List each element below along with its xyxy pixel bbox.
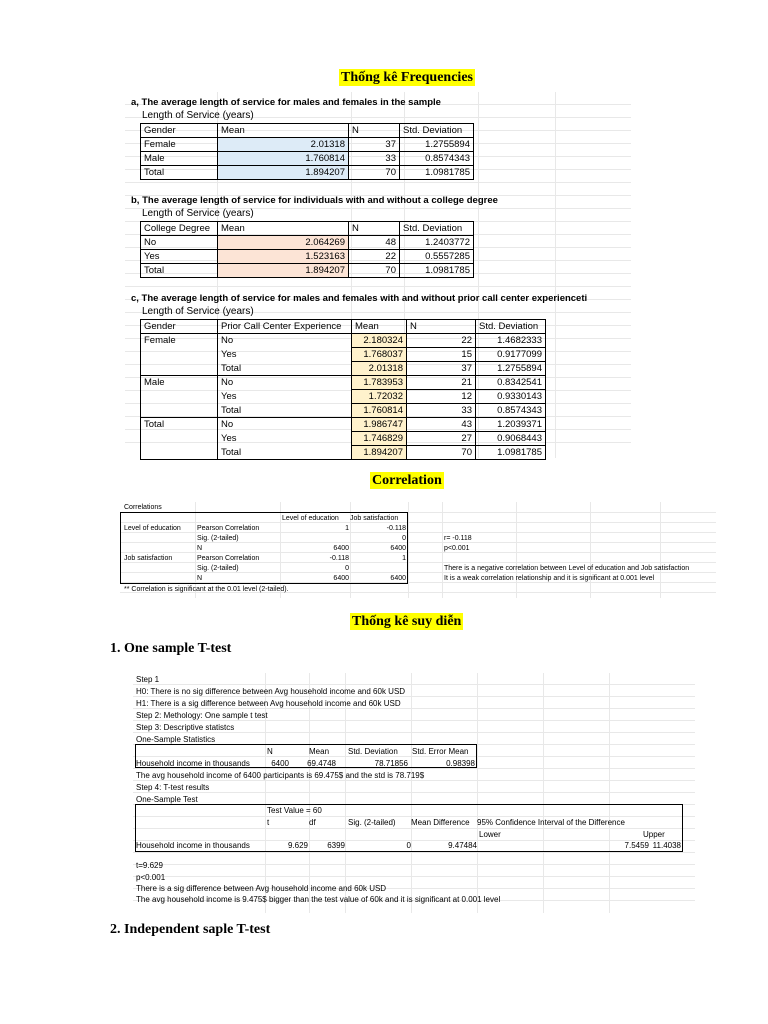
row-label: Total	[218, 446, 352, 460]
desc-value: 0.98398	[446, 759, 475, 768]
section-c-title: c, The average length of service for males and females with and without prior call center experienceti	[131, 293, 588, 304]
correlation-heading: Correlation	[372, 473, 442, 488]
row-label: No	[141, 236, 218, 250]
row-label: Total	[218, 404, 352, 418]
frequencies-heading: Thống kê Frequencies	[341, 70, 473, 85]
section-a-subtitle: Length of Service (years)	[142, 110, 254, 121]
col-header: Gender	[141, 124, 218, 138]
desc-value: 78.71856	[374, 759, 408, 768]
n-cell: 37	[349, 138, 400, 152]
stat-label: Pearson Correlation	[197, 525, 260, 532]
test-title: One-Sample Test	[136, 795, 198, 804]
n-cell: 43	[407, 418, 476, 432]
mean-cell: 1.894207	[218, 264, 349, 278]
test-value: 9.47484	[448, 841, 477, 850]
table-c	[140, 319, 546, 460]
mean-cell: 2.064269	[218, 236, 349, 250]
desc-header: Std. Deviation	[348, 747, 398, 756]
group-label: Female	[141, 334, 218, 348]
mean-cell: 1.523163	[218, 250, 349, 264]
row-label: Female	[141, 138, 218, 152]
sd-cell: 1.2755894	[400, 138, 474, 152]
value-cell: -0.118	[329, 555, 349, 562]
ttest-sheet	[133, 673, 695, 913]
table-a	[140, 123, 474, 180]
row-label: Yes	[218, 432, 352, 446]
value-cell: 1	[402, 555, 406, 562]
correlation-table-outline	[120, 512, 408, 584]
mean-cell: 2.01318	[352, 362, 407, 376]
sd-cell: 0.9177099	[476, 348, 546, 362]
sd-cell: 1.2403772	[400, 236, 474, 250]
step-line: Step 4: T-test results	[136, 783, 210, 792]
section-b-subtitle: Length of Service (years)	[142, 208, 254, 219]
desc-header: Mean	[309, 747, 330, 756]
test-value: 6399	[327, 841, 345, 850]
test-header: 95% Confidence Interval of the Difference	[477, 818, 625, 827]
col-header: Mean	[218, 222, 349, 236]
group-label: Male	[141, 376, 218, 390]
section-one-sample-ttest: 1. One sample T-test	[110, 641, 232, 656]
n-cell: 21	[407, 376, 476, 390]
stat-label: Pearson Correlation	[197, 555, 260, 562]
mean-cell: 1.894207	[218, 166, 349, 180]
group-label: Total	[141, 418, 218, 432]
section-c-subtitle: Length of Service (years)	[142, 306, 254, 317]
col-header: Std. Deviation	[400, 124, 474, 138]
row-label: Total	[141, 166, 218, 180]
col-header: Std. Deviation	[476, 320, 546, 334]
desc-value: 6400	[271, 759, 289, 768]
r-note: r= -0.118	[444, 535, 472, 542]
n-cell: 37	[407, 362, 476, 376]
mean-cell: 1.894207	[352, 446, 407, 460]
test-value: 7.5459	[624, 841, 649, 850]
col-header: Prior Call Center Experience	[218, 320, 352, 334]
result-line: There is a sig difference between Avg household income and 60k USD	[136, 884, 387, 893]
mean-cell: 1.760814	[352, 404, 407, 418]
col-header: Gender	[141, 320, 218, 334]
row-group-label: Level of education	[124, 525, 181, 532]
mean-cell: 1.72032	[352, 390, 407, 404]
row-label: No	[218, 418, 352, 432]
stat-label: Sig. (2-tailed)	[197, 535, 239, 542]
mean-cell: 2.180324	[352, 334, 407, 348]
interpretation-line: There is a negative correlation between Level of education and Job satisfaction	[444, 565, 690, 572]
desc-header: Std. Error Mean	[412, 747, 469, 756]
row-label: Yes	[218, 348, 352, 362]
step-line: H0: There is no sig difference between Avg household income and 60k USD	[136, 687, 406, 696]
test-header: Mean Difference	[411, 818, 470, 827]
sd-cell: 1.0981785	[400, 166, 474, 180]
value-cell: 6400	[390, 545, 406, 552]
result-line: p<0.001	[136, 873, 166, 882]
stat-label: Sig. (2-tailed)	[197, 565, 239, 572]
desc-note: The avg household income of 6400 participants is 69.475$ and the std is 78.719$	[136, 771, 425, 780]
mean-cell: 1.768037	[352, 348, 407, 362]
ci-header-upper: Upper	[643, 830, 665, 839]
mean-cell: 1.760814	[218, 152, 349, 166]
interpretation-line: It is a weak correlation relationship and it is significant at 0.001 level	[444, 575, 655, 582]
sd-cell: 1.4682333	[476, 334, 546, 348]
test-value: 0	[406, 841, 411, 850]
row-label: Yes	[218, 390, 352, 404]
section-b-title: b, The average length of service for individuals with and without a college degree	[131, 195, 498, 206]
result-line: The avg household income is 9.475$ bigger than the test value of 60k and it is significant at 0.001 level	[136, 895, 501, 904]
step-line: Step 3: Descriptive statistcs	[136, 723, 235, 732]
value-cell: 6400	[333, 545, 349, 552]
row-label: Total	[141, 264, 218, 278]
test-value-label: Test Value = 60	[267, 806, 322, 815]
n-cell: 70	[349, 264, 400, 278]
sd-cell: 1.2755894	[476, 362, 546, 376]
result-line: t=9.629	[136, 861, 163, 870]
correlation-footnote: ** Correlation is significant at the 0.01 level (2-tailed).	[124, 586, 289, 593]
value-cell: 1	[345, 525, 349, 532]
mean-cell: 1.986747	[352, 418, 407, 432]
col-header: Mean	[218, 124, 349, 138]
value-cell: -0.118	[386, 525, 406, 532]
test-value: 9.629	[287, 841, 308, 850]
section-a-title: a, The average length of service for males and females in the sample	[131, 97, 441, 108]
step-line: One-Sample Statistics	[136, 735, 216, 744]
stat-label: N	[197, 575, 203, 582]
n-cell: 22	[407, 334, 476, 348]
correlation-sheet	[120, 502, 716, 598]
n-cell: 70	[407, 446, 476, 460]
value-cell: 0	[402, 535, 406, 542]
mean-cell: 2.01318	[218, 138, 349, 152]
desc-header: N	[267, 747, 273, 756]
desc-row-label: Household income in thousands	[136, 759, 250, 768]
test-header: t	[267, 818, 270, 827]
row-label: Male	[141, 152, 218, 166]
step-line: Step 1	[136, 675, 160, 684]
step-line: Step 2: Methology: One sample t test	[136, 711, 268, 720]
n-cell: 33	[407, 404, 476, 418]
row-label: Total	[218, 362, 352, 376]
col-header-education: Level of education	[282, 515, 339, 522]
col-header: Mean	[352, 320, 407, 334]
sd-cell: 0.9068443	[476, 432, 546, 446]
stat-label: N	[197, 545, 203, 552]
row-label: Yes	[141, 250, 218, 264]
test-row-label: Household income in thousands	[136, 841, 250, 850]
table-b	[140, 221, 474, 278]
sd-cell: 0.8574343	[476, 404, 546, 418]
sd-cell: 1.0981785	[476, 446, 546, 460]
row-label: No	[218, 376, 352, 390]
correlations-title: Correlations	[124, 504, 162, 511]
n-cell: 27	[407, 432, 476, 446]
row-group-label: Job satisfaction	[124, 555, 173, 562]
mean-cell: 1.783953	[352, 376, 407, 390]
col-header: N	[407, 320, 476, 334]
ci-header-lower: Lower	[479, 830, 501, 839]
n-cell: 12	[407, 390, 476, 404]
test-header: df	[309, 818, 316, 827]
sd-cell: 1.0981785	[400, 264, 474, 278]
col-header: N	[349, 222, 400, 236]
sd-cell: 0.9330143	[476, 390, 546, 404]
mean-cell: 1.746829	[352, 432, 407, 446]
section-independent-ttest: 2. Independent saple T-test	[110, 922, 271, 937]
n-cell: 33	[349, 152, 400, 166]
n-cell: 48	[349, 236, 400, 250]
n-cell: 22	[349, 250, 400, 264]
n-cell: 70	[349, 166, 400, 180]
row-label: No	[218, 334, 352, 348]
col-header: N	[349, 124, 400, 138]
test-value: 11.4038	[652, 841, 681, 850]
value-cell: 6400	[390, 575, 406, 582]
step-line: H1: There is a sig difference between Avg household income and 60k USD	[136, 699, 401, 708]
value-cell: 0	[345, 565, 349, 572]
sd-cell: 1.2039371	[476, 418, 546, 432]
p-note: p<0.001	[444, 545, 470, 552]
value-cell: 6400	[333, 575, 349, 582]
sd-cell: 0.8574343	[400, 152, 474, 166]
n-cell: 15	[407, 348, 476, 362]
sd-cell: 0.5557285	[400, 250, 474, 264]
desc-value: 69.4748	[307, 759, 336, 768]
sd-cell: 0.8342541	[476, 376, 546, 390]
frequencies-sheet	[125, 92, 631, 458]
inferential-heading: Thống kê suy diễn	[352, 614, 462, 629]
col-header-satisfaction: Job satisfaction	[350, 515, 399, 522]
col-header: Std. Deviation	[400, 222, 474, 236]
col-header: College Degree	[141, 222, 218, 236]
test-header: Sig. (2-tailed)	[348, 818, 396, 827]
